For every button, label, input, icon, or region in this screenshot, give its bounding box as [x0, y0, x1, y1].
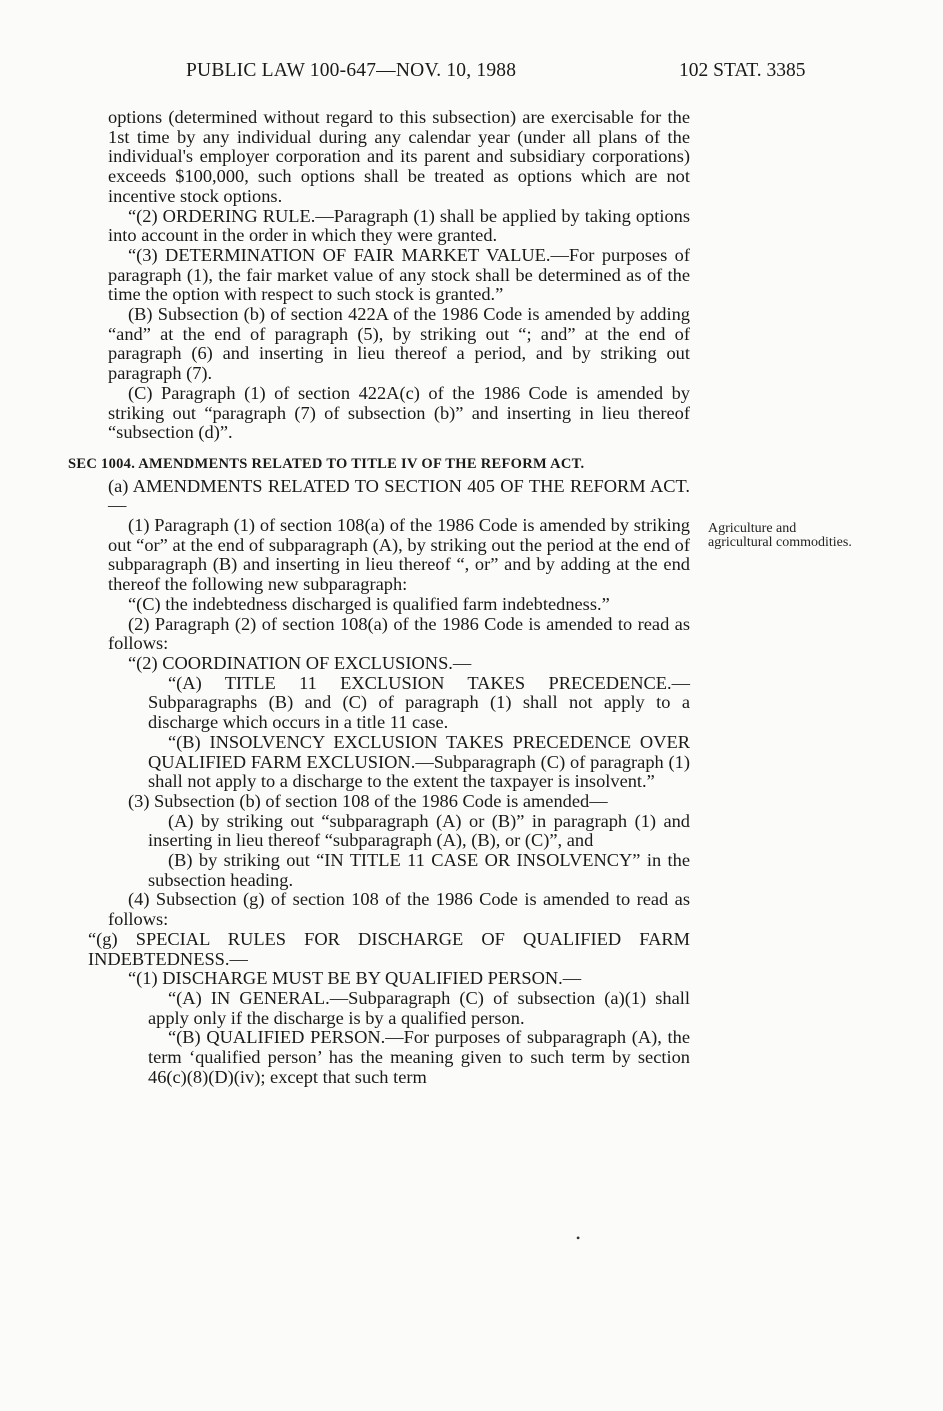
quoted-subparagraph: “(B) QUALIFIED PERSON.—For purposes of subparagraph (A), the term ‘qualified person’ has the meaning given to such term by section 46(c)(8)(D)(iv); except that such term	[148, 1027, 690, 1087]
body-text	[68, 107, 690, 1087]
amendment-item: (B) by striking out “IN TITLE 11 CASE OR INSOLVENCY” in the subsection heading.	[148, 850, 690, 890]
paragraph: “(3) DETERMINATION OF FAIR MARKET VALUE.—For purposes of paragraph (1), the fair market value of any stock shall be determined as of the time the option with respect to such stock is granted.”	[108, 244, 690, 305]
margin-note: Agriculture and agricultural commodities.	[708, 521, 852, 550]
quoted-heading: “(2) COORDINATION OF EXCLUSIONS.—	[128, 652, 472, 673]
paragraph: (4) Subsection (g) of section 108 of the 1986 Code is amended to read as follows:	[108, 889, 690, 930]
paragraph: (3) Subsection (b) of section 108 of the 1986 Code is amended—	[128, 790, 608, 811]
paragraph: “(2) ORDERING RULE.—Paragraph (1) shall be applied by taking options into account in the order in which they were granted.	[108, 205, 690, 246]
paragraph: (2) Paragraph (2) of section 108(a) of the 1986 Code is amended to read as follows:	[108, 613, 690, 654]
quoted-section-heading: “(g) SPECIAL RULES FOR DISCHARGE OF QUALIFIED FARM INDEBTEDNESS.—	[88, 928, 690, 969]
paragraph: (B) Subsection (b) of section 422A of the 1986 Code is amended by adding “and” at the end of paragraph (5), by striking out “; and” at the end of paragraph (6) and inserting in lieu thereof a period, and by striking out paragraph (7).	[108, 304, 690, 384]
quoted-subparagraph: “(A) TITLE 11 EXCLUSION TAKES PRECEDENCE.—Subparagraphs (B) and (C) of paragraph (1) shall not apply to a discharge which occurs in a title 11 case.	[148, 672, 690, 733]
paragraph: (C) Paragraph (1) of section 422A(c) of the 1986 Code is amended by striking out “paragraph (7) of subsection (b)” and inserting in lieu thereof “subsection (d)”.	[108, 382, 690, 443]
amendment-item: (A) by striking out “subparagraph (A) or (B)” in paragraph (1) and inserting in lieu thereof “subparagraph (A), (B), or (C)”, and	[148, 810, 690, 851]
quoted-subparagraph: “(B) INSOLVENCY EXCLUSION TAKES PRECEDENCE OVER QUALIFIED FARM EXCLUSION.—Subparagraph (C) of paragraph (1) shall not apply to a discharge to the extent the taxpayer is insolvent.”	[148, 731, 690, 792]
quoted-heading: “(1) DISCHARGE MUST BE BY QUALIFIED PERSON.—	[128, 968, 582, 989]
running-title: PUBLIC LAW 100-647—NOV. 10, 1988	[186, 60, 517, 81]
paragraph: (1) Paragraph (1) of section 108(a) of the 1986 Code is amended by striking out “or” at the end of subparagraph (A), by striking out the period at the end of subparagraph (B) and inserting in lieu thereof “, or” and by adding at the end thereof the following new subparagraph:	[108, 515, 690, 595]
statute-page-number: 102 STAT. 3385	[679, 60, 806, 81]
paragraph: options (determined without regard to this subsection) are exercisable for the 1st time by any individual during any calendar year (under all plans of the individual's employer corporation and its parent and subsidiary corporations) exceeds $100,000, such options shall be treated as options which are not incentive stock options.	[108, 107, 690, 206]
scan-speck: •	[576, 1231, 581, 1245]
subsection-heading: (a) AMENDMENTS RELATED TO SECTION 405 OF THE REFORM ACT.—	[108, 475, 690, 516]
quoted-subparagraph: “(C) the indebtedness discharged is qualified farm indebtedness.”	[128, 593, 610, 614]
section-heading: SEC 1004. AMENDMENTS RELATED TO TITLE IV OF THE REFORM ACT.	[68, 455, 585, 472]
quoted-subparagraph: “(A) IN GENERAL.—Subparagraph (C) of subsection (a)(1) shall apply only if the discharge is by a qualified person.	[148, 987, 690, 1028]
